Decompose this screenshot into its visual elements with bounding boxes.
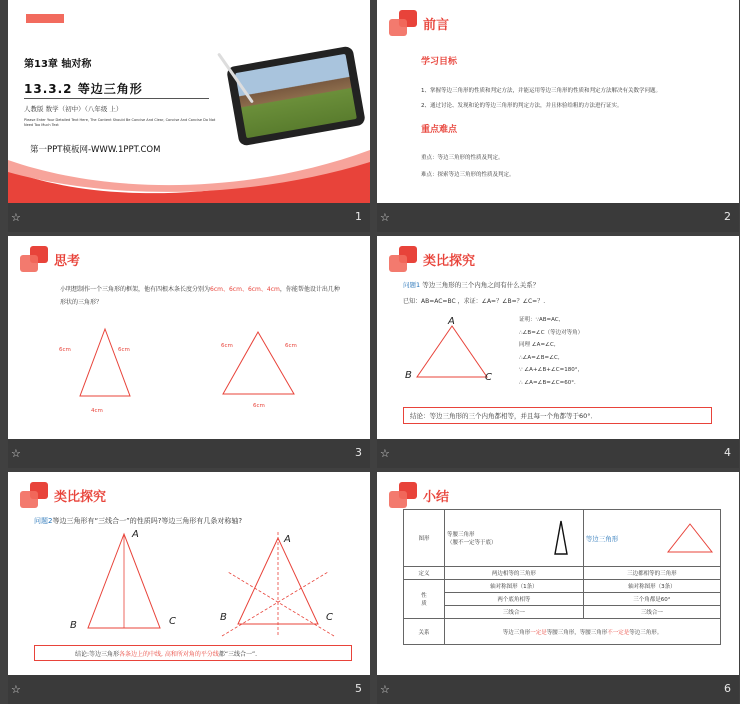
vertex-label: B bbox=[405, 370, 412, 381]
edition-label: 人教版 数学（初中）（八年级 上） bbox=[24, 105, 123, 113]
slide-title: 类比探究 bbox=[423, 254, 476, 269]
slide-1 bbox=[8, 0, 370, 203]
slide-title: 思考 bbox=[54, 254, 81, 269]
question-text: 小明想制作一个三角形的框架，他有四根木条长度分别为6cm、6cm、6cm、4cm，你能帮他设计出几种形状的三角形？ bbox=[60, 286, 340, 306]
side-label: 4cm bbox=[91, 408, 103, 414]
website-label: 第一PPT模板网-WWW.1PPT.COM bbox=[30, 145, 161, 155]
equilateral-triangle bbox=[662, 520, 718, 556]
accent-bar bbox=[26, 14, 64, 23]
triangle-figure-2 bbox=[218, 328, 308, 403]
triangle-figure-1 bbox=[68, 324, 148, 404]
slide-number: 2 bbox=[724, 210, 731, 223]
vertex-label: C bbox=[169, 616, 176, 627]
cell: 轴对称图形（3条） bbox=[583, 580, 720, 593]
slide-footer bbox=[8, 203, 370, 232]
proof-block: 证明：∵AB=AC, ∴∠B=∠C（等边对等角） 同理 ∠A=∠C, ∴∠A=∠B=∠C, ∵ ∠A+∠B+∠C=180°， ∴ ∠A=∠B=∠C=60°． bbox=[519, 317, 584, 386]
cell: 三个角都是60° bbox=[583, 593, 720, 606]
slide-footer bbox=[377, 439, 739, 468]
star-icon[interactable]: ☆ bbox=[11, 211, 21, 224]
triangle-figure-axes bbox=[218, 532, 338, 637]
cell: 两个底角相等 bbox=[445, 593, 584, 606]
side-label: 6cm bbox=[59, 347, 71, 353]
slide-footer bbox=[377, 203, 739, 232]
given-text: 已知：AB=AC=BC ，求证：∠A=？∠B=？∠C=？. bbox=[403, 298, 546, 305]
goal-item: 1、掌握等边三角形的性质和判定方法，并能运用等边三角形的性质和判定方法解决有关数学问题。 bbox=[421, 88, 662, 94]
vertex-label: B bbox=[220, 612, 227, 623]
key-heading: 重点难点 bbox=[421, 125, 458, 135]
cell: 两边相等的三角形 bbox=[445, 567, 584, 580]
relation-cell: 等边三角形一定是等腰三角形，等腰三角形不一定是等边三角形。 bbox=[445, 619, 721, 645]
cell: 轴对称图形（1条） bbox=[445, 580, 584, 593]
goal-item: 2、通过讨论、发现和论的等边三角形的判定方法，并且体验给粗的方法进行证实。 bbox=[421, 103, 623, 109]
key-item: 重点：等边三角形的性质及判定。 bbox=[421, 155, 504, 161]
subtext: Please Enter Your Detailed Text Here, The Content Should Be Concise And Clear, Concise And Concise Do Not Need Too Much Text bbox=[24, 118, 216, 127]
swoosh-decoration bbox=[8, 150, 370, 203]
vertex-label: A bbox=[284, 534, 291, 545]
slide-4 bbox=[377, 236, 739, 439]
isosceles-cell: 等腰三角形 （腰不一定等于底） bbox=[445, 510, 584, 567]
slide-footer bbox=[8, 439, 370, 468]
slide-number: 5 bbox=[355, 682, 362, 695]
cell: 三线合一 bbox=[445, 606, 584, 619]
slide-3 bbox=[8, 236, 370, 439]
logo-icon bbox=[389, 482, 417, 508]
cell: 三线合一 bbox=[583, 606, 720, 619]
side-label: 6cm bbox=[221, 343, 233, 349]
star-icon[interactable]: ☆ bbox=[380, 447, 390, 460]
vertex-label: A bbox=[132, 529, 139, 540]
slide-thumbnail-5[interactable] bbox=[8, 472, 370, 704]
divider bbox=[24, 98, 209, 99]
star-icon[interactable]: ☆ bbox=[380, 683, 390, 696]
star-icon[interactable]: ☆ bbox=[380, 211, 390, 224]
slide-thumbnail-4[interactable] bbox=[377, 236, 739, 468]
slide-footer bbox=[377, 675, 739, 704]
slide-number: 4 bbox=[724, 446, 731, 459]
conclusion-box: 结论:等边三角形各条边上的中线, 高和所对角的平分线都“三线合一”. bbox=[34, 645, 352, 661]
slide-title: 前言 bbox=[423, 18, 450, 33]
slide-number: 3 bbox=[355, 446, 362, 459]
chapter-title: 第13章 轴对称 bbox=[24, 59, 92, 70]
section-title: 13.3.2 等边三角形 bbox=[24, 82, 143, 96]
vertex-label: C bbox=[326, 612, 333, 623]
side-label: 6cm bbox=[285, 343, 297, 349]
row-label: 定义 bbox=[404, 567, 445, 580]
question-text: 问题1 等边三角形的三个内角之间有什么关系？ bbox=[403, 281, 540, 289]
triangle-figure-median bbox=[74, 530, 174, 640]
goal-heading: 学习目标 bbox=[421, 57, 458, 67]
slide-number: 6 bbox=[724, 682, 731, 695]
side-label: 6cm bbox=[253, 403, 265, 409]
vertex-label: A bbox=[448, 316, 455, 327]
logo-icon bbox=[389, 246, 417, 272]
logo-icon bbox=[389, 10, 417, 36]
slide-5 bbox=[8, 472, 370, 675]
slide-title: 类比探究 bbox=[54, 490, 107, 505]
vertex-label: B bbox=[70, 620, 77, 631]
row-label: 性 质 bbox=[404, 580, 445, 619]
cell: 三边都相等的三角形 bbox=[583, 567, 720, 580]
slide-thumbnail-2[interactable] bbox=[377, 0, 739, 232]
slide-2 bbox=[377, 0, 739, 203]
side-label: 6cm bbox=[118, 347, 130, 353]
logo-icon bbox=[20, 482, 48, 508]
vertex-label: C bbox=[485, 372, 492, 383]
logo-icon bbox=[20, 246, 48, 272]
summary-table bbox=[403, 509, 721, 645]
key-item: 难点：探索等边三角形的性质及判定。 bbox=[421, 172, 515, 178]
slide-thumbnail-1[interactable] bbox=[8, 0, 370, 232]
slide-footer bbox=[8, 675, 370, 704]
conclusion-box: 结论：等边三角形的三个内角都相等，并且每一个角都等于60°． bbox=[403, 407, 712, 424]
isosceles-triangle bbox=[541, 518, 581, 558]
slide-6 bbox=[377, 472, 739, 675]
slide-title: 小结 bbox=[423, 490, 450, 505]
star-icon[interactable]: ☆ bbox=[11, 447, 21, 460]
row-label: 关系 bbox=[404, 619, 445, 645]
slide-thumbnail-6[interactable] bbox=[377, 472, 739, 704]
slide-number: 1 bbox=[355, 210, 362, 223]
equilateral-cell: 等边三角形 bbox=[583, 510, 720, 567]
question-text: 问题2等边三角形有“三线合一”的性质吗?等边三角形有几条对称轴? bbox=[34, 517, 243, 525]
star-icon[interactable]: ☆ bbox=[11, 683, 21, 696]
row-label: 图形 bbox=[404, 510, 445, 567]
slide-thumbnail-3[interactable] bbox=[8, 236, 370, 468]
